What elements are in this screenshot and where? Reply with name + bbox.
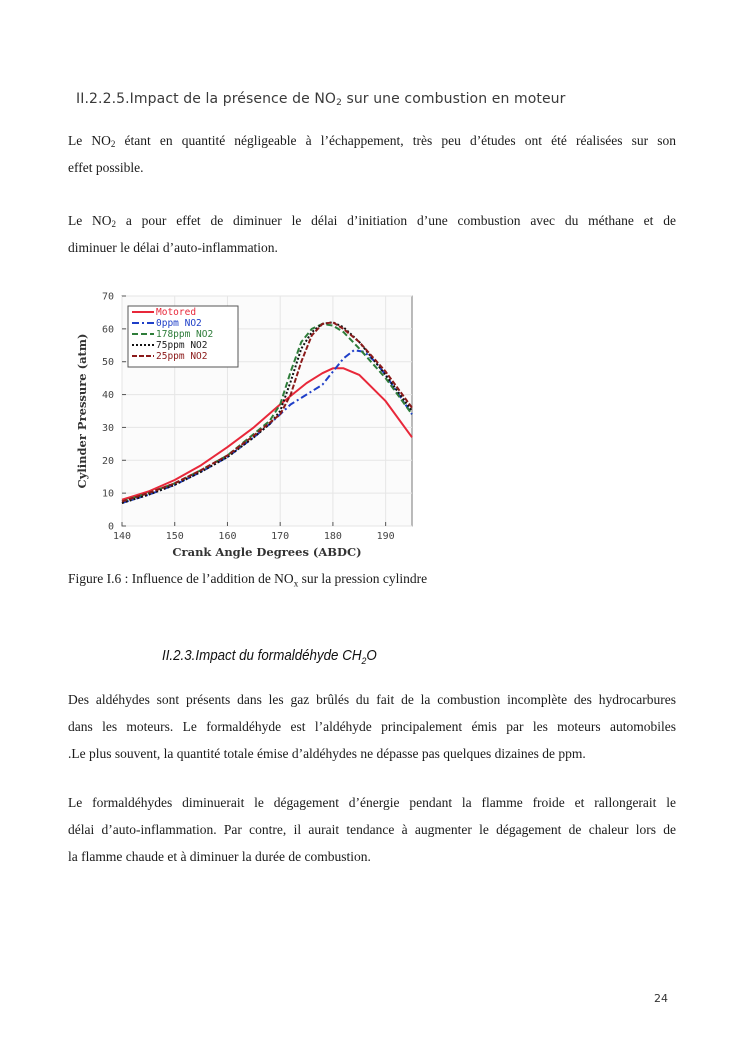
paragraph-line: .Le plus souvent, la quantité totale émise d’aldéhydes ne dépasse pas quelques dizaines de ppm. bbox=[68, 746, 586, 761]
paragraph-aldehydes bbox=[68, 686, 676, 767]
section-heading: II.2.3.Impact du formaldéhyde $CH_2O$ bbox=[162, 648, 377, 667]
y-tick-label: 30 bbox=[101, 422, 114, 434]
x-axis-label: Crank Angle Degrees (ABDC) bbox=[172, 545, 362, 559]
heading-subscript: 2 bbox=[336, 98, 342, 108]
legend bbox=[128, 306, 238, 367]
paragraph-line: effet possible. bbox=[68, 160, 144, 175]
pressure-chart bbox=[70, 284, 420, 566]
y-axis-label: Cylinder Pressure (atm) bbox=[75, 333, 89, 489]
y-tick-label: 70 bbox=[101, 291, 114, 303]
y-tick-label: 10 bbox=[101, 488, 114, 500]
x-tick-label: 160 bbox=[218, 531, 237, 542]
y-tick-label: 60 bbox=[101, 324, 114, 336]
paragraph-line: Le formaldéhydes diminuerait le dégagement d’énergie pendant la flamme froide et rallongerait le bbox=[68, 795, 676, 810]
heading-text: II.2.2.5.Impact de la présence de NO bbox=[76, 91, 337, 107]
paragraph-line: dans les moteurs. Le formaldéhyde est l’aldéhyde principalement émis par les moteurs automobiles bbox=[68, 719, 676, 734]
legend-label: Motored bbox=[156, 307, 197, 318]
legend-label: 0ppm NO2 bbox=[156, 318, 202, 329]
y-tick-label: 50 bbox=[101, 357, 114, 369]
paragraph-line: délai d’auto-inflammation. Par contre, il aurait tendance à augmenter le dégagement de chaleur lors de bbox=[68, 822, 676, 837]
paragraph-no2-negligible bbox=[68, 127, 676, 181]
subsection-heading bbox=[76, 91, 566, 107]
heading-text-suffix: sur une combustion en moteur bbox=[341, 91, 566, 107]
x-tick-label: 150 bbox=[165, 531, 184, 542]
legend-label: 25ppm NO2 bbox=[156, 351, 208, 362]
x-tick-label: 140 bbox=[112, 531, 132, 542]
paragraph-line: Des aldéhydes sont présents dans les gaz brûlés du fait de la combustion incomplète des hydrocarbures bbox=[68, 692, 676, 707]
pressure-chart-svg bbox=[70, 284, 420, 566]
legend-label: 75ppm NO2 bbox=[156, 340, 208, 351]
paragraph-line: Le $NO_2$ a pour effet de diminuer le délai d’initiation d’une combustion avec du méthane et de bbox=[68, 213, 676, 229]
paragraph-no2-effect bbox=[68, 207, 676, 261]
figure-caption: Figure I.6 : Influence de l’addition de $NO_x$ sur la pression cylindre bbox=[68, 571, 428, 589]
y-tick-label: 0 bbox=[107, 521, 114, 533]
paragraph-formaldehyde bbox=[68, 789, 676, 870]
y-tick-label: 20 bbox=[101, 455, 114, 467]
legend-label: 178ppm NO2 bbox=[156, 329, 214, 340]
paragraph-line: la flamme chaude et à diminuer la durée de combustion. bbox=[68, 849, 371, 864]
y-tick-label: 40 bbox=[101, 390, 114, 402]
page-number: 24 bbox=[654, 992, 668, 1005]
paragraph-line: diminuer le délai d’auto-inflammation. bbox=[68, 240, 278, 255]
x-tick-label: 190 bbox=[376, 531, 395, 542]
x-tick-label: 170 bbox=[271, 531, 290, 542]
x-tick-label: 180 bbox=[323, 531, 342, 542]
paragraph-line: Le $NO_2$ étant en quantité négligeable à l’échappement, très peu d’études ont été réalisées sur son bbox=[68, 133, 676, 149]
